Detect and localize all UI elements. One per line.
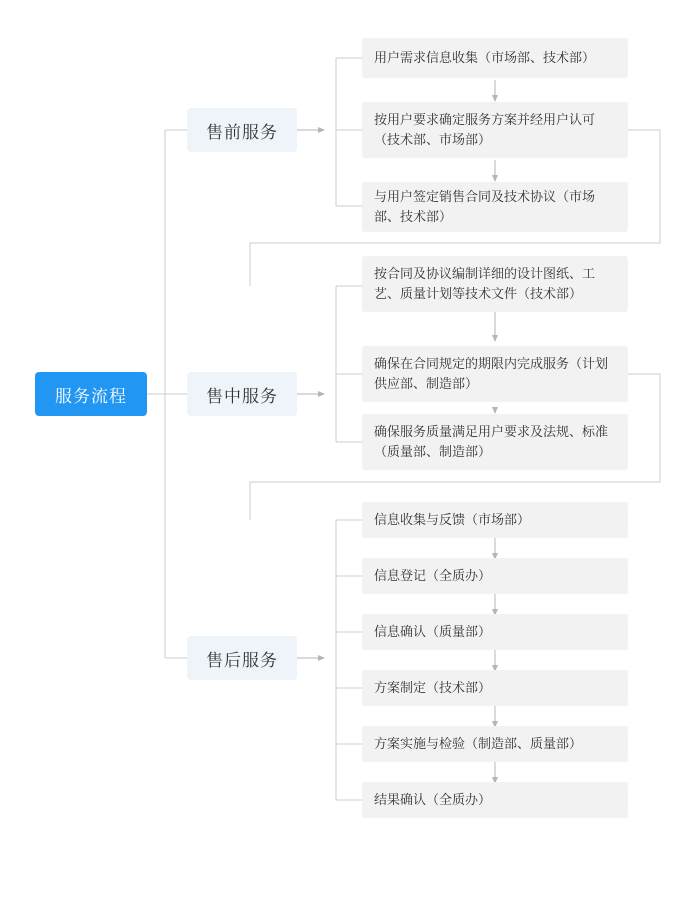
leaf-node-after-5[interactable] <box>362 726 628 762</box>
branch-node-label: 售中服务 <box>206 386 278 406</box>
leaf-node-in-1[interactable] <box>362 256 628 312</box>
leaf-node-after-6[interactable] <box>362 782 628 818</box>
root-node[interactable] <box>35 372 147 416</box>
leaf-node-label: 方案实施与检验（制造部、质量部） <box>374 736 583 751</box>
branch-node-label: 售后服务 <box>206 650 278 670</box>
leaf-node-pre-1[interactable] <box>362 38 628 78</box>
leaf-node-label: 信息确认（质量部） <box>374 624 492 639</box>
leaf-node-label: 确保在合同规定的期限内完成服务（计划供应部、制造部） <box>374 356 609 391</box>
leaf-node-label: 信息收集与反馈（市场部） <box>374 512 531 527</box>
leaf-node-label: 按合同及协议编制详细的设计图纸、工艺、质量计划等技术文件（技术部） <box>374 266 596 301</box>
leaf-node-pre-2[interactable] <box>362 102 628 158</box>
leaf-node-label: 与用户签定销售合同及技术协议（市场部、技术部） <box>374 189 596 224</box>
leaf-node-in-2[interactable] <box>362 346 628 402</box>
branch-node-label: 售前服务 <box>206 122 278 142</box>
leaf-node-after-3[interactable] <box>362 614 628 650</box>
leaf-node-after-1[interactable] <box>362 502 628 538</box>
branch-node-after-sales[interactable] <box>187 636 297 680</box>
leaf-node-label: 方案制定（技术部） <box>374 680 492 695</box>
branch-node-in-sales[interactable] <box>187 372 297 416</box>
leaf-node-label: 结果确认（全质办） <box>374 792 492 807</box>
leaf-node-in-3[interactable] <box>362 414 628 470</box>
leaf-node-label: 确保服务质量满足用户要求及法规、标准（质量部、制造部） <box>374 424 609 459</box>
leaf-node-label: 信息登记（全质办） <box>374 568 492 583</box>
leaf-node-after-4[interactable] <box>362 670 628 706</box>
leaf-node-label: 用户需求信息收集（市场部、技术部） <box>374 50 596 65</box>
leaf-node-pre-3[interactable] <box>362 182 628 232</box>
leaf-node-label: 按用户要求确定服务方案并经用户认可（技术部、市场部） <box>374 112 596 147</box>
branch-node-pre-sales[interactable] <box>187 108 297 152</box>
root-node-label: 服务流程 <box>55 386 127 406</box>
leaf-node-after-2[interactable] <box>362 558 628 594</box>
